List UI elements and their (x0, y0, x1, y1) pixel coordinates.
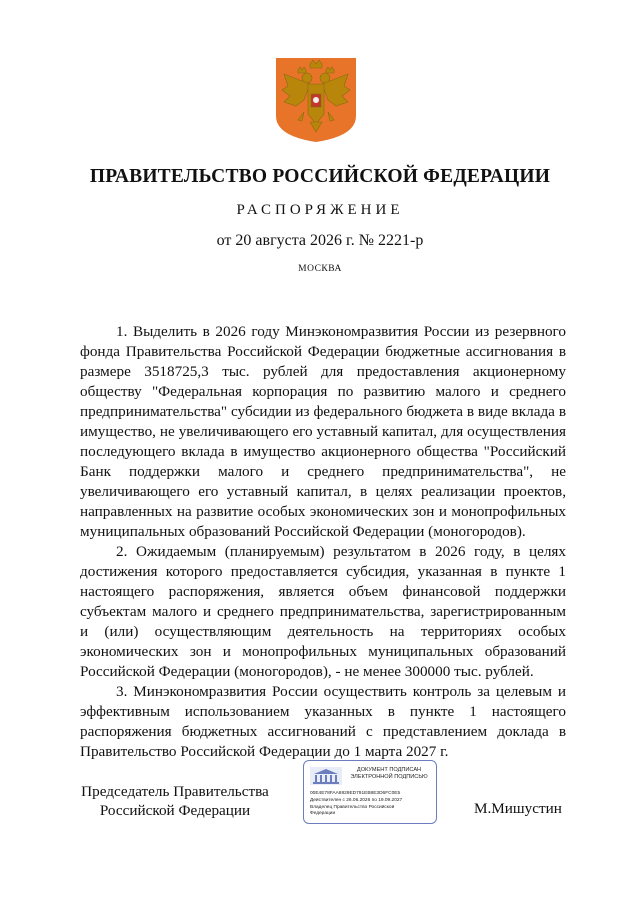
signer-position (70, 782, 280, 820)
paragraph-2: 2. Ожидаемым (планируемым) результатом в 2026 году, в целях достижения которого предоставляется субсидия, указанная в пункте 1 настоящего распоряжения, является объем финансовой поддержки субъектам малого и среднего предпринимательства, зарегистрированным и (или) осуществляющим деятельность на территориях особых экономических зон и монопрофильных муниципальных образований Российской Федерации (моногородов), - не менее 300000 тыс. рублей. (80, 543, 566, 680)
electronic-signature-stamp (303, 760, 437, 824)
document-city: МОСКВА (298, 264, 342, 274)
stamp-heading-line-2: ЭЛЕКТРОННОЙ ПОДПИСЬЮ (350, 774, 428, 780)
document-type: РАСПОРЯЖЕНИЕ (236, 202, 404, 218)
document-body (80, 322, 566, 762)
signer-position-line-2: Российской Федерации (99, 802, 251, 819)
stamp-certificate: 00E4E78FAA8829ED791EB8E3D6FC0E5 (310, 791, 401, 796)
government-building-icon (310, 767, 342, 785)
signer-name: М.Мишустин (474, 800, 562, 817)
stamp-heading (344, 767, 434, 781)
stamp-owner-line-2: Федерации (310, 811, 336, 816)
stamp-validity: Действителен с 26.06.2026 по 19.09.2027 (310, 798, 403, 803)
stamp-owner-line-1: Владелец Правительство Российской (310, 805, 395, 810)
coat-of-arms-icon (274, 56, 358, 144)
paragraph-1: 1. Выделить в 2026 году Минэкономразвития России из резервного фонда Правительства Российской Федерации бюджетные ассигнования в размере 3518725,3 тыс. рублей для предоставления акционерному обществу "Федеральная корпорация по развитию малого и среднего предпринимательства" субсидии из федерального бюджета в виде вклада в имущество, не увеличивающего его уставный капитал, для осуществления последующего вклада в имущество акционерного общества "Российский Банк поддержки малого и среднего предпринимательства", не увеличивающего его уставный капитал, в целях реализации проектов, направленных на развитие особых экономических зон и монопрофильных муниципальных образований Российской Федерации (моногородов). (80, 323, 566, 540)
document-date-number: от 20 августа 2026 г. № 2221-р (216, 232, 424, 249)
stamp-heading-line-1: ДОКУМЕНТ ПОДПИСАН (356, 767, 422, 773)
paragraph-3: 3. Минэкономразвития России осуществить контроль за целевым и эффективным использованием указанных в пункте 1 настоящего распоряжения бюджетных ассигнований с представлением доклада в Правительство Российской Федерации до 1 марта 2027 г. (80, 683, 566, 760)
signer-position-line-1: Председатель Правительства (81, 783, 269, 800)
government-title: ПРАВИТЕЛЬСТВО РОССИЙСКОЙ ФЕДЕРАЦИИ (89, 166, 551, 187)
